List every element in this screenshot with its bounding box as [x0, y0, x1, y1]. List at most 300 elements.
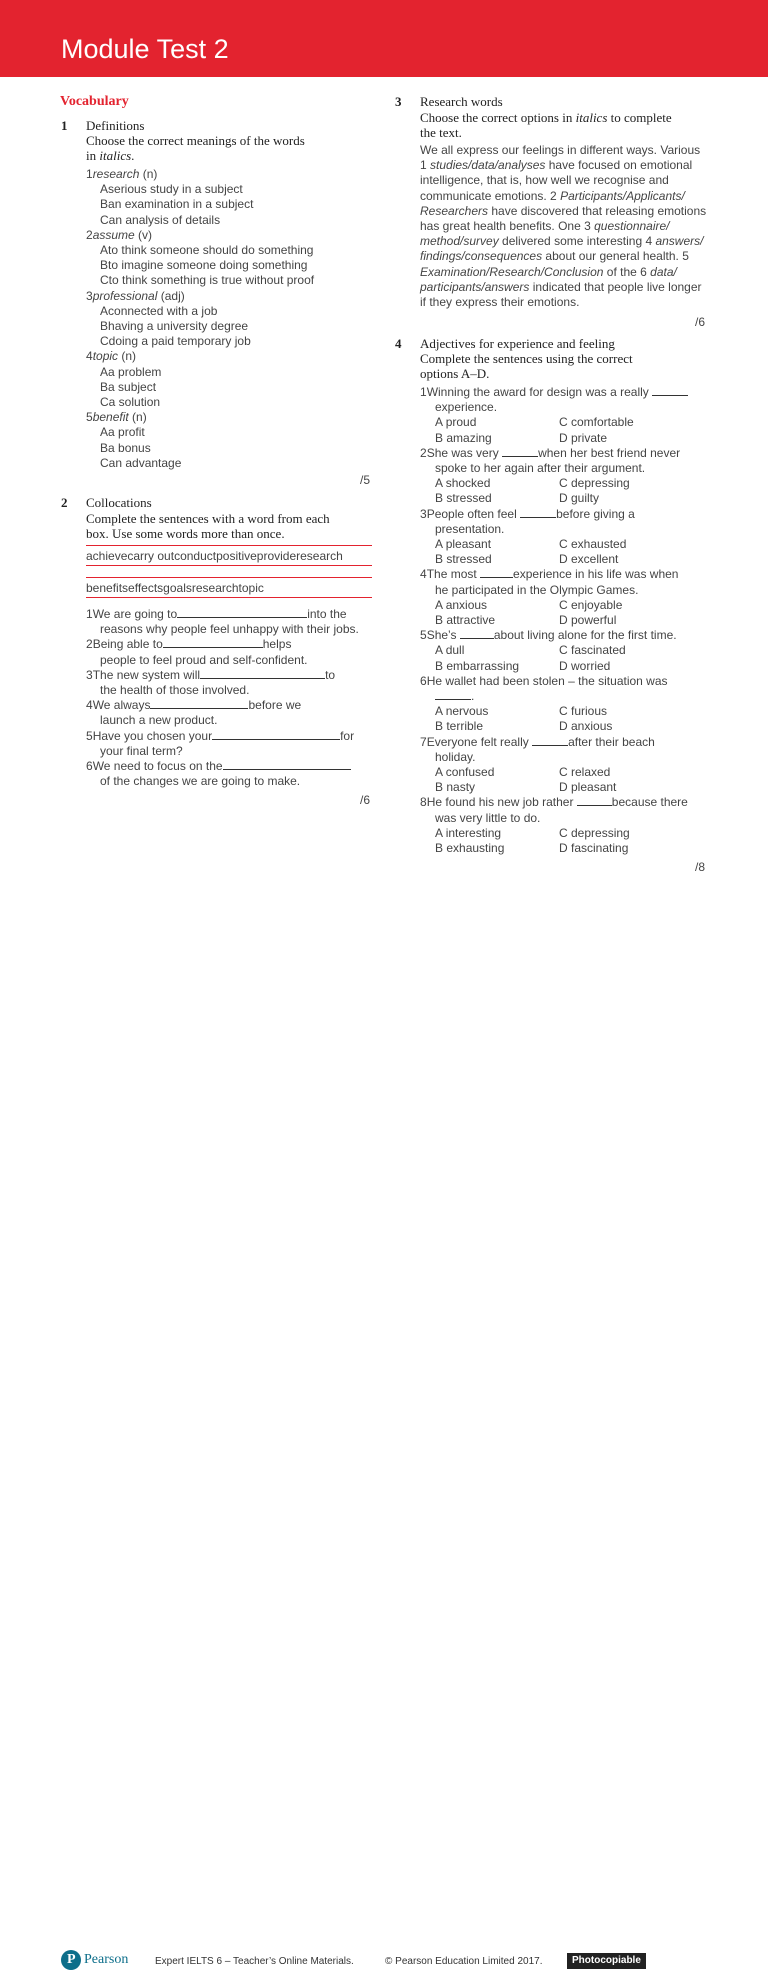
- option-letter: A: [100, 303, 109, 318]
- option-letter: A: [435, 643, 446, 658]
- option-letter: B: [435, 841, 447, 855]
- option-text: doing a paid temporary job: [108, 334, 251, 349]
- option-text: connected with a job: [108, 303, 218, 318]
- sentence-continuation: [435, 461, 645, 475]
- question-instruction: Complete the sentences with a word from each: [86, 511, 330, 526]
- option-text: excellent: [571, 552, 619, 567]
- item-number: 7: [420, 734, 427, 749]
- adjective-item: [420, 735, 655, 749]
- option-text: to imagine someone doing something: [108, 258, 308, 273]
- item-number: 2: [86, 637, 93, 652]
- question-number: 2: [61, 495, 68, 510]
- answer-blank[interactable]: [520, 508, 556, 518]
- word-box-border: [86, 545, 372, 546]
- sentence-text: Have you chosen your: [92, 728, 213, 743]
- option-letter: D: [559, 613, 571, 627]
- header-bar: [0, 0, 768, 77]
- option-text: a problem: [108, 364, 162, 379]
- question-score: /5: [360, 473, 371, 487]
- sentence-continuation: your final term?: [100, 743, 183, 758]
- sentence-text: holiday.: [435, 749, 476, 764]
- option-text: furious: [571, 704, 608, 719]
- footer: [0, 972, 768, 1967]
- option-row[interactable]: [435, 719, 483, 733]
- word-box-word: goals: [163, 581, 192, 595]
- option-letter: C: [559, 476, 571, 491]
- option-letter: C: [100, 455, 109, 470]
- option-letter: B: [100, 319, 109, 333]
- option-row[interactable]: [559, 719, 612, 733]
- option-text: embarrassing: [446, 658, 520, 673]
- paragraph-text: delivered some interesting 4: [498, 234, 656, 249]
- option-text: anxious: [571, 719, 613, 734]
- sentence-text: Winning the award for design was a really: [426, 385, 649, 399]
- research-text-paragraph: [420, 143, 710, 310]
- option-letter: D: [559, 841, 571, 855]
- sentence-continuation: the health of those involved.: [100, 683, 250, 697]
- option-row[interactable]: [100, 365, 161, 379]
- sentence-text: before we: [248, 698, 302, 713]
- pearson-logo-text: Pearson: [84, 1952, 129, 1967]
- option-letter: B: [435, 780, 447, 795]
- word-box-border: [86, 565, 372, 566]
- item-pos: (n): [118, 349, 137, 364]
- option-row[interactable]: [435, 765, 494, 779]
- answer-options: questionnaire/ method/survey: [420, 219, 670, 249]
- item-number: 5: [86, 728, 93, 743]
- option-row[interactable]: [559, 659, 610, 673]
- option-text: nasty: [446, 780, 476, 795]
- sentence-continuation: [435, 811, 540, 825]
- option-letter: A: [435, 765, 446, 779]
- sentence-text: presentation.: [435, 521, 505, 536]
- option-row[interactable]: [435, 841, 504, 855]
- sentence-text: We are going to: [92, 607, 178, 621]
- answer-blank[interactable]: [177, 608, 307, 618]
- sentence-text: to: [325, 667, 336, 682]
- option-text: an advantage: [108, 455, 182, 470]
- sentence-item: [86, 668, 335, 682]
- sentence-continuation: [435, 583, 638, 597]
- option-letter: C: [559, 537, 571, 551]
- question-title: Collocations: [86, 495, 152, 510]
- option-text: nervous: [445, 704, 489, 719]
- option-text: terrible: [446, 719, 484, 734]
- sentence-text: after their beach: [568, 734, 655, 749]
- sentence-item: [86, 607, 347, 621]
- item-pos: (n): [128, 410, 147, 425]
- option-text: serious study in a subject: [108, 182, 243, 197]
- option-row[interactable]: [435, 704, 488, 718]
- answer-options: answers/ findings/consequences: [420, 234, 704, 264]
- option-letter: D: [559, 780, 571, 795]
- option-row[interactable]: [435, 826, 501, 840]
- item-number: 2: [420, 445, 427, 460]
- sentence-continuation: [435, 522, 504, 536]
- option-row[interactable]: [435, 491, 492, 505]
- paragraph-text: of the 6: [603, 264, 651, 279]
- instruction-text: .: [131, 148, 135, 163]
- answer-blank[interactable]: [652, 386, 688, 396]
- option-letter: A: [435, 704, 446, 719]
- option-row[interactable]: [435, 780, 475, 794]
- instruction-italic: italics: [575, 110, 608, 125]
- option-row[interactable]: [559, 476, 630, 490]
- option-text: amazing: [446, 430, 492, 445]
- option-letter: C: [559, 765, 571, 779]
- question-instruction: Complete the sentences using the correct: [420, 351, 633, 366]
- item-number: 5: [86, 410, 93, 425]
- option-text: enjoyable: [571, 597, 623, 612]
- item-number: 6: [86, 759, 93, 773]
- option-row[interactable]: [100, 273, 314, 287]
- option-text: exhausting: [446, 841, 505, 855]
- question-score: /6: [695, 315, 706, 329]
- option-row[interactable]: [559, 704, 607, 718]
- word-box-word: effects: [128, 581, 164, 595]
- option-letter: A: [435, 537, 446, 551]
- section-title: Vocabulary: [60, 94, 129, 109]
- item-number: 3: [86, 288, 93, 303]
- option-letter: D: [559, 719, 571, 734]
- option-text: relaxed: [571, 765, 611, 779]
- sentence-text: into the: [307, 607, 347, 621]
- definition-item: [86, 167, 157, 181]
- option-letter: A: [100, 364, 109, 379]
- word-box-word: research: [296, 549, 343, 563]
- word-box-word: positive: [216, 549, 257, 563]
- sentence-text: he participated in the Olympic Games.: [435, 582, 639, 597]
- sentence-text: She was very: [426, 445, 499, 460]
- adjective-item: [420, 446, 680, 460]
- item-number: 6: [420, 673, 427, 688]
- option-row[interactable]: [435, 415, 476, 429]
- option-row[interactable]: [100, 456, 181, 470]
- sentence-continuation: reasons why people feel unhappy with their jobs.: [100, 622, 359, 637]
- item-word: topic: [92, 349, 119, 364]
- question-score: /8: [695, 860, 706, 874]
- answer-blank[interactable]: [150, 699, 248, 709]
- answer-blank[interactable]: [163, 638, 263, 648]
- definition-item: [86, 289, 185, 303]
- item-pos: (n): [139, 167, 158, 181]
- sentence-text: .: [471, 689, 475, 703]
- option-letter: D: [559, 552, 571, 567]
- option-row[interactable]: [559, 780, 616, 794]
- option-text: worried: [571, 658, 611, 673]
- option-letter: C: [559, 415, 571, 430]
- word-box-word: conduct: [174, 549, 217, 563]
- option-row[interactable]: [559, 415, 634, 429]
- option-text: proud: [445, 415, 477, 430]
- paragraph-text: indicated that people live longer if they express their emotions.: [420, 279, 702, 310]
- option-letter: C: [100, 273, 109, 288]
- word-box-1: [86, 549, 343, 563]
- option-letter: B: [435, 491, 447, 506]
- sentence-continuation: launch a new product.: [100, 713, 218, 728]
- item-number: 5: [420, 628, 427, 643]
- option-letter: B: [100, 258, 109, 273]
- definition-item: [86, 228, 152, 242]
- item-word: professional: [92, 288, 158, 303]
- page-title: Module Test 2: [61, 34, 229, 64]
- item-pos: (v): [134, 227, 153, 242]
- option-letter: C: [100, 334, 109, 349]
- item-number: 1: [86, 167, 93, 181]
- sentence-text: She’s: [426, 628, 457, 643]
- option-letter: C: [559, 704, 571, 719]
- option-row[interactable]: [100, 441, 151, 455]
- word-box-word: topic: [238, 581, 264, 595]
- sentence-continuation: [435, 750, 475, 764]
- pearson-logo-glyph: P: [67, 1952, 76, 1967]
- sentence-text: about living alone for the first time.: [493, 628, 677, 643]
- answer-blank[interactable]: [435, 690, 471, 700]
- sentence-continuation: [435, 689, 474, 703]
- option-row[interactable]: [559, 431, 607, 445]
- word-box-word: provide: [256, 549, 297, 563]
- item-word: research: [92, 167, 140, 181]
- answer-blank[interactable]: [577, 796, 612, 806]
- option-letter: A: [100, 425, 109, 440]
- option-letter: B: [100, 379, 109, 394]
- answer-options: Examination/Research/Conclusion: [420, 264, 604, 279]
- option-text: a subject: [108, 379, 157, 394]
- sentence-text: People often feel: [426, 506, 517, 521]
- option-text: pleasant: [445, 537, 492, 551]
- question-instruction: [420, 110, 672, 126]
- option-row[interactable]: [100, 380, 156, 394]
- sentence-continuation: people to feel proud and self-confident.: [100, 652, 308, 667]
- option-letter: B: [100, 197, 109, 212]
- option-text: dull: [445, 643, 465, 658]
- option-letter: B: [435, 719, 447, 734]
- sentence-text: experience in his life was when: [513, 567, 679, 582]
- item-number: 4: [420, 567, 427, 582]
- sentence-text: The most: [426, 567, 477, 582]
- instruction-text: Choose the correct options in: [420, 110, 576, 125]
- option-row[interactable]: [435, 537, 491, 551]
- paragraph-text: about our general health. 5: [542, 249, 689, 264]
- option-text: an analysis of details: [108, 212, 221, 227]
- option-row[interactable]: [559, 826, 630, 840]
- word-box-border: [86, 597, 372, 598]
- paragraph-text: have discovered that releasing emotions has great health benefits. One 3: [420, 203, 707, 234]
- option-row[interactable]: [100, 304, 217, 318]
- answer-blank[interactable]: [223, 760, 351, 770]
- option-text: fascinating: [571, 841, 629, 855]
- option-row[interactable]: [559, 643, 626, 657]
- option-letter: D: [559, 491, 571, 506]
- answer-options: data/ participants/answers: [420, 264, 677, 294]
- sentence-text: before giving a: [556, 506, 635, 521]
- option-row[interactable]: [100, 395, 160, 409]
- definition-item: [86, 410, 147, 424]
- definition-item: [86, 349, 136, 363]
- sentence-text: when her best friend never: [538, 445, 681, 460]
- option-text: anxious: [445, 597, 488, 612]
- word-box-word: achieve: [86, 549, 128, 563]
- option-text: a profit: [108, 425, 145, 440]
- sentence-text: He found his new job rather: [426, 795, 574, 810]
- option-text: a solution: [108, 395, 161, 409]
- sentence-continuation: [435, 400, 497, 414]
- option-letter: C: [100, 212, 109, 227]
- option-letter: C: [559, 597, 571, 612]
- answer-blank[interactable]: [212, 730, 340, 740]
- option-row[interactable]: [100, 425, 145, 439]
- option-letter: B: [435, 613, 447, 627]
- option-text: stressed: [446, 552, 492, 567]
- option-text: fascinated: [571, 643, 626, 658]
- option-text: an examination in a subject: [108, 197, 254, 212]
- answer-options: studies/data/analyses: [430, 158, 546, 173]
- option-row[interactable]: [435, 476, 490, 490]
- answer-blank[interactable]: [502, 447, 538, 457]
- adjective-item: [420, 628, 677, 642]
- option-row[interactable]: [100, 197, 253, 211]
- question-title: Adjectives for experience and feeling: [420, 336, 615, 351]
- adjective-item: [420, 674, 668, 688]
- sentence-text: was very little to do.: [435, 810, 541, 825]
- option-letter: D: [559, 658, 571, 673]
- option-row[interactable]: [435, 431, 492, 445]
- option-text: powerful: [571, 613, 617, 627]
- footer-copyright: © Pearson Education Limited 2017.: [385, 1956, 543, 1967]
- option-row[interactable]: [100, 334, 251, 348]
- item-number: 8: [420, 795, 427, 810]
- question-number: 3: [395, 94, 402, 109]
- option-row[interactable]: [100, 243, 313, 257]
- adjective-item: [420, 385, 688, 399]
- word-box-word: benefits: [86, 581, 129, 595]
- option-row[interactable]: [559, 613, 616, 627]
- question-number: 4: [395, 336, 402, 351]
- option-letter: D: [559, 430, 571, 445]
- option-letter: C: [100, 395, 109, 409]
- question-score: /6: [360, 793, 371, 807]
- option-row[interactable]: [559, 537, 626, 551]
- option-row[interactable]: [559, 841, 628, 855]
- photocopiable-badge: Photocopiable: [567, 1953, 646, 1969]
- word-box-2: [86, 581, 264, 595]
- option-text: to think something is true without proof: [108, 273, 315, 288]
- sentence-item: [86, 698, 301, 712]
- sentence-text: We always: [92, 698, 151, 713]
- item-word: benefit: [92, 410, 129, 425]
- answer-blank[interactable]: [200, 669, 325, 679]
- question-number: 1: [61, 118, 68, 133]
- option-row[interactable]: [559, 552, 618, 566]
- option-text: private: [571, 430, 608, 445]
- option-row[interactable]: [559, 765, 610, 779]
- sentence-text: experience.: [435, 400, 498, 415]
- adjective-item: [420, 567, 678, 581]
- answer-blank[interactable]: [532, 736, 568, 746]
- sentence-continuation: of the changes we are going to make.: [100, 774, 301, 789]
- option-row[interactable]: [100, 213, 220, 227]
- option-row[interactable]: [435, 613, 495, 627]
- option-letter: B: [435, 430, 447, 445]
- item-word: assume: [92, 227, 135, 242]
- option-letter: A: [435, 476, 446, 491]
- option-row[interactable]: [435, 659, 519, 673]
- option-letter: A: [435, 597, 446, 612]
- option-text: pleasant: [571, 780, 617, 795]
- option-row[interactable]: [100, 319, 248, 333]
- option-row[interactable]: [100, 258, 307, 272]
- word-box-border: [86, 577, 372, 578]
- option-row[interactable]: [435, 552, 492, 566]
- word-box-word: carry out: [127, 549, 175, 563]
- option-text: to think someone should do something: [108, 243, 314, 257]
- question-instruction: [86, 148, 134, 164]
- answer-blank[interactable]: [480, 568, 513, 578]
- option-row[interactable]: [435, 598, 487, 612]
- question-instruction: options A–D.: [420, 366, 490, 381]
- instruction-text: in: [86, 148, 100, 163]
- item-number: 1: [420, 385, 427, 399]
- item-number: 4: [86, 349, 93, 364]
- question-title: Definitions: [86, 118, 145, 133]
- question-instruction: Choose the correct meanings of the words: [86, 133, 305, 148]
- question-title: Research words: [420, 94, 503, 109]
- option-text: confused: [445, 765, 495, 779]
- sentence-text: He wallet had been stolen – the situation was: [426, 673, 668, 688]
- answer-options: Participants/Applicants/ Researchers: [420, 188, 685, 218]
- sentence-text: Everyone felt really: [426, 734, 529, 749]
- option-text: guilty: [571, 491, 600, 506]
- option-letter: A: [435, 825, 446, 840]
- option-letter: C: [559, 643, 571, 658]
- option-letter: A: [435, 415, 446, 430]
- footer-source: Expert IELTS 6 – Teacher’s Online Materials.: [155, 1956, 354, 1967]
- option-text: a bonus: [108, 440, 151, 455]
- option-row[interactable]: [559, 491, 599, 505]
- paragraph-text: have focused on emotional intelligence, that is, how well we recognise and communicate emotions. 2: [420, 158, 693, 203]
- option-row[interactable]: [559, 598, 622, 612]
- option-text: depressing: [571, 825, 630, 840]
- option-text: attractive: [446, 613, 496, 627]
- sentence-text: because there: [611, 795, 688, 810]
- adjective-item: [420, 795, 688, 809]
- sentence-text: We need to focus on the: [92, 759, 223, 773]
- option-letter: B: [435, 658, 447, 673]
- item-pos: (adj): [157, 288, 185, 303]
- question-instruction: box. Use some words more than once.: [86, 526, 285, 541]
- option-letter: B: [435, 552, 447, 567]
- answer-blank[interactable]: [460, 629, 494, 639]
- instruction-text: to complete: [607, 110, 672, 125]
- item-number: 3: [420, 506, 427, 521]
- sentence-text: spoke to her again after their argument.: [435, 461, 646, 475]
- item-number: 4: [86, 698, 93, 713]
- option-text: stressed: [446, 491, 492, 506]
- sentence-item: [86, 729, 354, 743]
- item-number: 2: [86, 227, 93, 242]
- sentence-text: helps: [262, 637, 292, 652]
- option-letter: A: [100, 243, 109, 257]
- adjective-item: [420, 507, 635, 521]
- option-row[interactable]: [435, 643, 464, 657]
- option-text: interesting: [445, 825, 502, 840]
- item-number: 3: [86, 667, 93, 682]
- question-instruction: the text.: [420, 125, 462, 140]
- option-row[interactable]: [100, 182, 243, 196]
- option-text: depressing: [571, 476, 630, 491]
- paragraph-text: We all express our feelings in different ways. Various 1: [420, 143, 701, 173]
- sentence-text: The new system will: [92, 667, 201, 682]
